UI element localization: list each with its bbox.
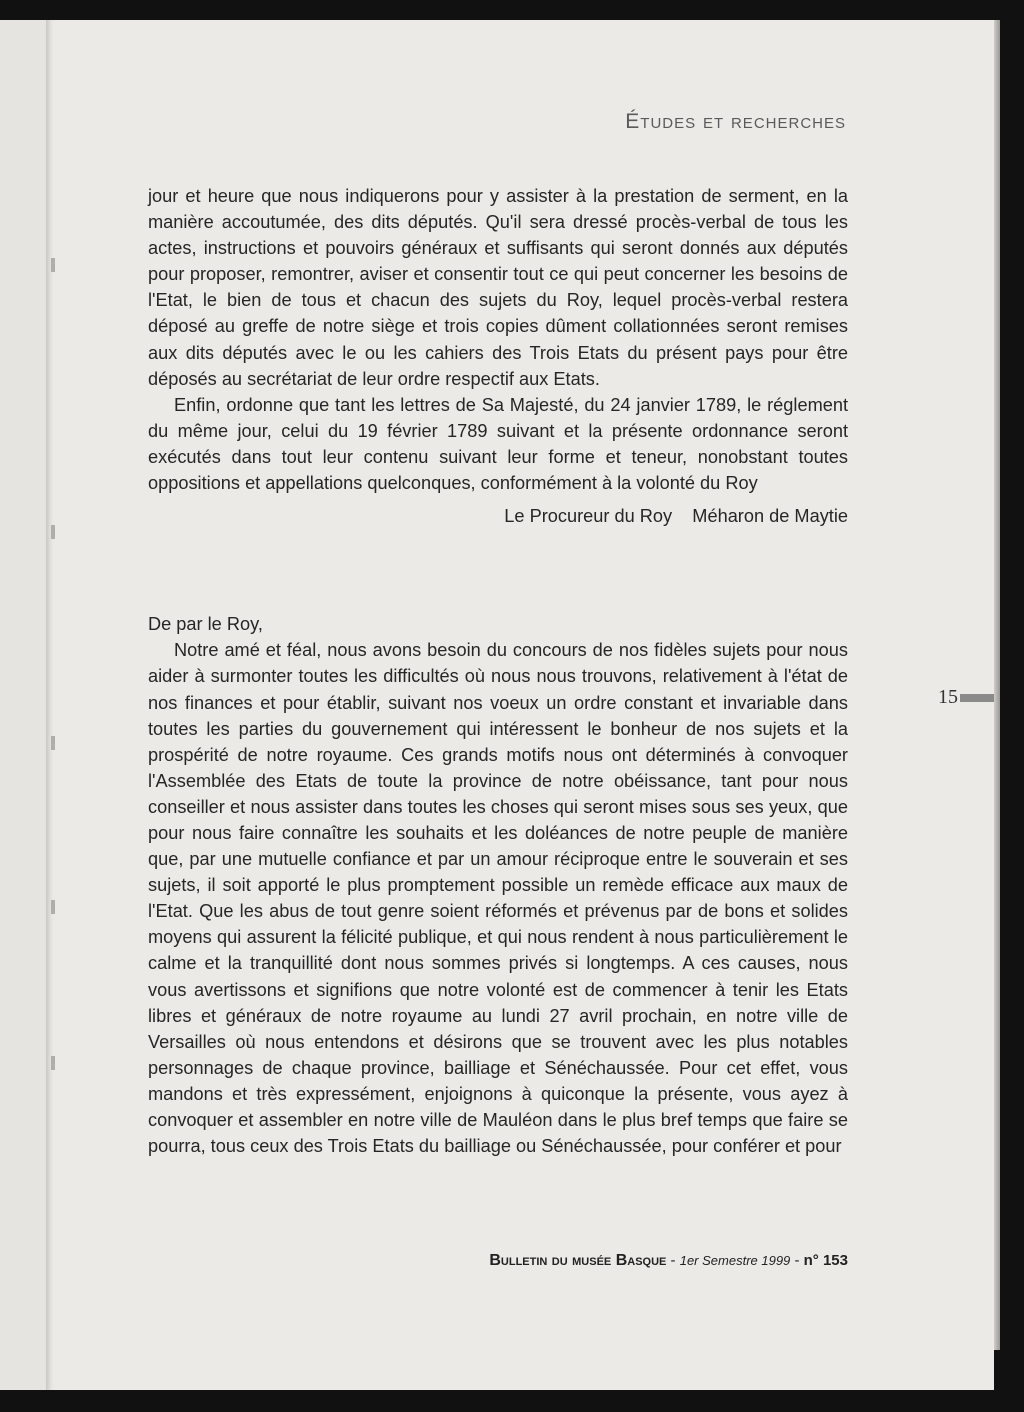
binding-stitch xyxy=(51,736,55,750)
footer-issue: n° 153 xyxy=(803,1252,848,1269)
book-spine xyxy=(46,20,54,1390)
footer: Bulletin du musée Basque - 1er Semestre 1999 - n° 153 xyxy=(489,1252,848,1269)
running-head: Études et recherches xyxy=(625,110,846,133)
footer-semester: 1er Semestre 1999 xyxy=(679,1253,791,1268)
signature-line: Le Procureur du Roy Méharon de Maytie xyxy=(504,506,848,527)
page-number: 15 xyxy=(938,686,958,708)
paragraph: Enfin, ordonne que tant les lettres de Sa Majesté, du 24 janvier 1789, le réglement du même jour, celui du 19 février 1789 suivant et la présente ordonnance seront exécutés dans tout leur contenu suivant leur forme et teneur, nonobstant toutes oppositions et appellations quelconques, conformément à la volonté du Roy xyxy=(148,394,848,494)
salutation: De par le Roy, xyxy=(148,614,263,635)
page-tab-marker xyxy=(960,694,994,702)
binding-stitch xyxy=(51,258,55,272)
binding-stitch xyxy=(51,1056,55,1070)
paragraph: jour et heure que nous indiquerons pour y assister à la prestation de serment, en la manière accoutumée, des dits députés. Qu'il sera dressé procès-verbal de tous les actes, instructions et pouvoirs généraux et suffisants qui seront donnés aux députés pour proposer, remontrer, aviser et consentir tout ce qui peut concerner les besoins de l'Etat, le bien de tous et chacun des sujets du Roy, lequel procès-verbal restera déposé au greffe de notre siège et trois copies dûment collationnées seront remises aux dits députés avec le ou les cahiers des Trois Etats du présent pays pour être déposés au secrétariat de leur ordre respectif aux Etats. xyxy=(148,186,848,389)
paragraph: Notre amé et féal, nous avons besoin du concours de nos fidèles sujets pour nous aider à surmonter toutes les difficultés où nous nous trouvons, relativement à l'état de nos finances et pour établir, suivant nos voeux un ordre constant et invariable dans toutes les parties du gouvernement qui intéressent le bonheur de nos sujets et la prospérité de notre royaume. Ces grands motifs nous ont déterminés à convoquer l'Assemblée des Etats de toute la province de notre obéissance, tant pour nous conseiller et nous assister dans toutes les choses qui seront mises sous ses yeux, que pour nous faire connaître les souhaits et les doléances de notre peuple de manière que, par une mutuelle confiance et par un amour réciproque entre le souverain et ses sujets, il soit apporté le plus promptement possible un remède efficace aux maux de l'Etat. Que les abus de tout genre soient réformés et prévenus par de bons et solides moyens qui assurent la félicité publique, et qui nous rendent à nous particulièrement le calme et la tranquillité dont nous sommes privés si longtemps. A ces causes, nous vous avertissons et signifions que notre volonté est de commencer à tenir les Etats libres et généraux de notre royaume au lundi 27 avril prochain, en notre ville de Versailles où nous entendons et désirons que se trouvent avec les plus notables personnages de chaque province, bailliage et Sénéchaussée. Pour cet effet, vous mandons et très expressément, enjoignons à quiconque la présente, vous ayez à convoquer et assembler en notre ville de Mauléon dans le plus bref temps que faire se pourra, tous ceux des Trois Etats du bailliage ou Sénéchaussée, pour conférer et pour xyxy=(148,640,848,1157)
binding-stitch xyxy=(51,525,55,539)
body-text xyxy=(148,183,848,1159)
facing-page-edge xyxy=(0,20,46,1390)
page-stack-edge xyxy=(994,20,1000,1350)
binding-stitch xyxy=(51,900,55,914)
footer-journal: Bulletin du musée Basque xyxy=(489,1252,667,1269)
